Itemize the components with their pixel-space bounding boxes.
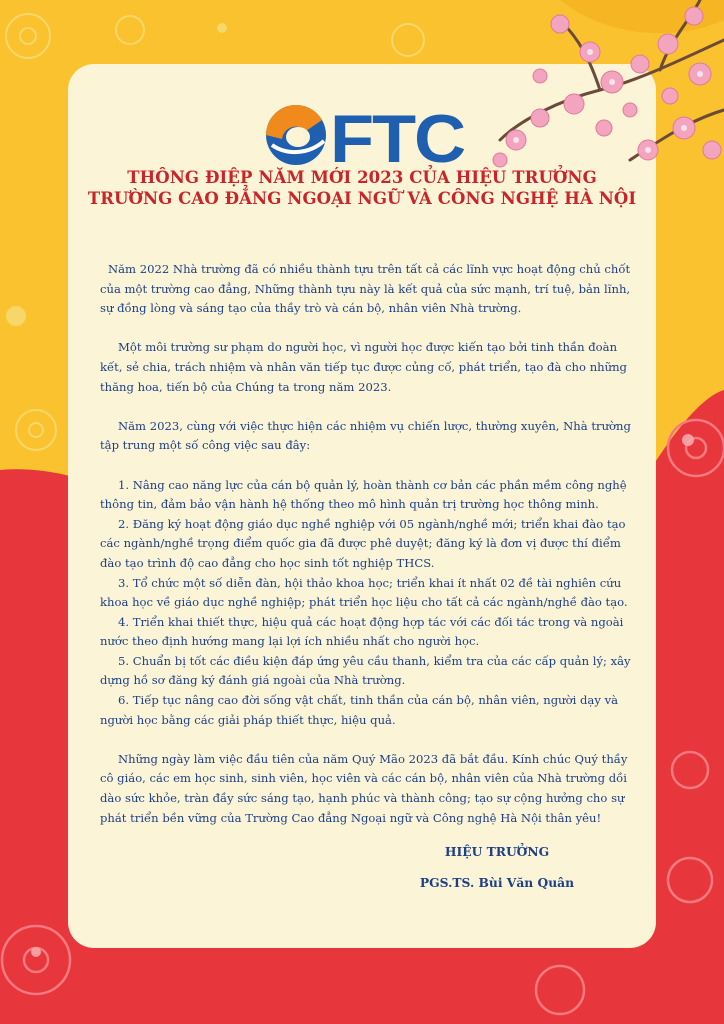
task-list: [100, 476, 636, 731]
message-card: [68, 64, 656, 948]
ftc-logo: [68, 100, 656, 170]
list-item: 4. Triển khai thiết thực, hiệu quả các hoạt động hợp tác với các đối tác trong và ngoài nước theo định hướng mang lại lợi ích nhiều nhất cho người học.: [100, 614, 624, 649]
list-item: 2. Đăng ký hoạt động giáo dục nghề nghiệp với 05 ngành/nghề mới; triển khai đào tạo các ngành/nghề trọng điểm quốc gia đã được phê duyệt; đăng ký là đơn vị được thí điểm đào tạo trình độ cao đẳng cho học sinh tốt nghiệp THCS.: [100, 516, 626, 570]
list-item: 6. Tiếp tục nâng cao đời sống vật chất, tinh thần của cán bộ, nhân viên, người dạy và người học bằng các giải pháp thiết thực, hiệu quả.: [100, 693, 619, 727]
logo-text: FTC: [330, 101, 465, 170]
list-item: 1. Nâng cao năng lực của cán bộ quản lý, hoàn thành cơ bản các phần mềm công nghệ thông tin, đảm bảo vận hành hệ thống theo mô hình quản trị trường học thông minh.: [100, 477, 627, 512]
title-line-2: TRƯỜNG CAO ĐẲNG NGOẠI NGỮ VÀ CÔNG NGHỆ HÀ NỘI: [87, 189, 637, 208]
letter-body: [100, 260, 636, 828]
page-title: [68, 167, 656, 209]
list-item: 3. Tổ chức một số diễn đàn, hội thảo khoa học; triển khai ít nhất 02 đề tài nghiên cứu khoa học về giáo dục nghề nghiệp; phát triển học liệu cho tất cả các ngành/nghề đào tạo.: [100, 575, 628, 610]
signature-title: HIỆU TRƯỞNG: [444, 844, 550, 859]
signature-name: PGS.TS. Bùi Văn Quân: [419, 875, 575, 890]
paragraph-environment: Một môi trường sư phạm do người học, vì người học được kiến tạo bởi tinh thần đoàn kết, sẻ chia, trách nhiệm và nhân văn tiếp tục được củng cố, phát triển, tạo đà cho những thăng hoa, tiến bộ của Chúng ta trong năm 2023.: [100, 340, 627, 394]
globe-icon: [266, 105, 326, 165]
paragraph-plan: Năm 2023, cùng với việc thực hiện các nhiệm vụ chiến lược, thường xuyên, Nhà trường tập trung một số công việc sau đây:: [100, 418, 631, 453]
paragraph-greeting: Những ngày làm việc đầu tiên của năm Quý Mão 2023 đã bắt đầu. Kính chúc Quý thầy cô giáo, các em học sinh, sinh viên, học viên và các cán bộ, nhân viên của Nhà trường dồi dào sức khỏe, tràn đầy sức sáng tạo, hạnh phúc và thành công; tạo sự cộng hưởng cho sự phát triển bền vững của Trường Cao đẳng Ngoại ngữ và Công nghệ Hà Nội thân yêu!: [100, 751, 628, 825]
list-item: 5. Chuẩn bị tốt các điều kiện đáp ứng yêu cầu thanh, kiểm tra của các cấp quản lý; xây dựng hồ sơ đăng ký đánh giá ngoài của Nhà trường.: [100, 653, 631, 688]
paragraph-intro: Năm 2022 Nhà trường đã có nhiều thành tựu trên tất cả các lĩnh vực hoạt động chủ chốt của một trường cao đẳng, Những thành tựu này là kết quả của sức mạnh, trí tuệ, bản lĩnh, sự đồng lòng và sáng tạo của thầy trò và cán bộ, nhân viên Nhà trường.: [100, 262, 631, 316]
title-line-1: THÔNG ĐIỆP NĂM MỚI 2023 CỦA HIỆU TRƯỞNG: [127, 168, 597, 187]
